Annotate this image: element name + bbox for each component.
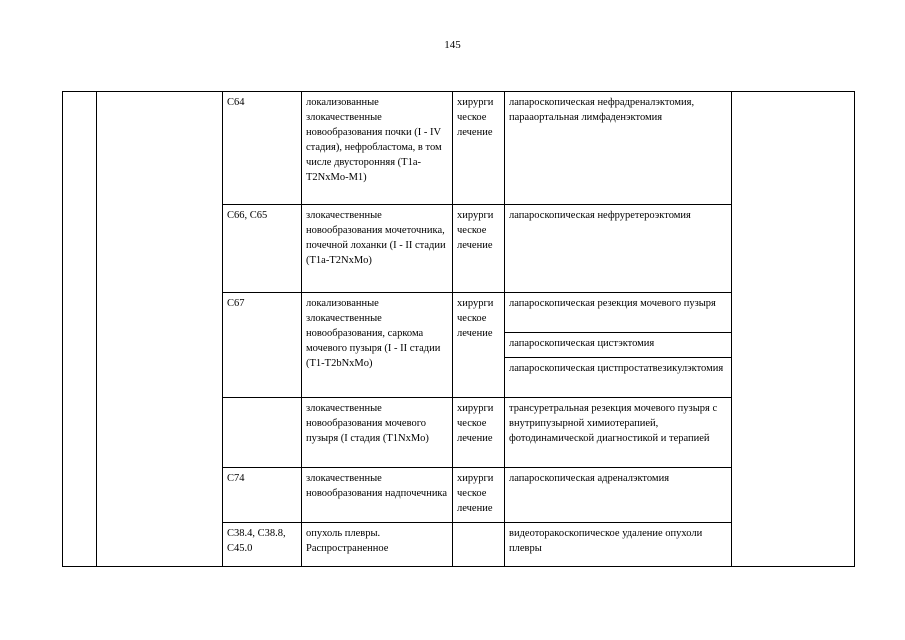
code-cell: C74 bbox=[223, 468, 302, 523]
method-cell: лапароскопическая резекция мочевого пузыря bbox=[505, 293, 732, 333]
code-cell: C38.4, C38.8, C45.0 bbox=[223, 523, 302, 567]
code-cell: C64 bbox=[223, 92, 302, 205]
diagnosis-cell: злокачественные новообразования мочеточника, почечной лоханки (I - II стадии (T1a-T2NxMo) bbox=[302, 205, 453, 293]
diagnosis-cell: локализованные злокачественные новообразования почки (I - IV стадия), нефробластома, в том числе двусторонняя (T1a-T2NxMo-M1) bbox=[302, 92, 453, 205]
treatment-type-cell: хирурги ческое лечение bbox=[453, 398, 505, 468]
table-row bbox=[63, 92, 855, 205]
cost-cell bbox=[732, 92, 855, 567]
diagnosis-cell: опухоль плевры. Распространенное bbox=[302, 523, 453, 567]
treatment-type-cell: хирурги ческое лечение bbox=[453, 205, 505, 293]
method-cell: лапароскопическая нефрадреналэктомия, парааортальная лимфаденэктомия bbox=[505, 92, 732, 205]
treatment-type-cell: хирурги ческое лечение bbox=[453, 92, 505, 205]
treatment-type-cell bbox=[453, 523, 505, 567]
profile-cell bbox=[97, 92, 223, 567]
method-cell: лапароскопическая цистэктомия bbox=[505, 333, 732, 358]
treatment-type-cell: хирурги ческое лечение bbox=[453, 468, 505, 523]
method-cell: лапароскопическая нефруретероэктомия bbox=[505, 205, 732, 293]
medical-care-table bbox=[62, 91, 855, 567]
method-cell: видеоторакоскопическое удаление опухоли плевры bbox=[505, 523, 732, 567]
treatment-type-cell: хирурги ческое лечение bbox=[453, 293, 505, 398]
method-cell: трансуретральная резекция мочевого пузыря с внутрипузырной химиотерапией, фотодинамической диагностикой и терапией bbox=[505, 398, 732, 468]
code-cell bbox=[223, 398, 302, 468]
page-number: 145 bbox=[444, 39, 461, 51]
code-cell: C67 bbox=[223, 293, 302, 398]
method-cell: лапароскопическая адреналэктомия bbox=[505, 468, 732, 523]
code-cell: C66, C65 bbox=[223, 205, 302, 293]
number-cell bbox=[63, 92, 97, 567]
diagnosis-cell: злокачественные новообразования надпочечника bbox=[302, 468, 453, 523]
diagnosis-cell: злокачественные новообразования мочевого пузыря (I стадия (T1NxMo) bbox=[302, 398, 453, 468]
method-cell: лапароскопическая цистпростатвезикулэктомия bbox=[505, 358, 732, 398]
diagnosis-cell: локализованные злокачественные новообразования, саркома мочевого пузыря (I - II стадии (T1-T2bNxMo) bbox=[302, 293, 453, 398]
